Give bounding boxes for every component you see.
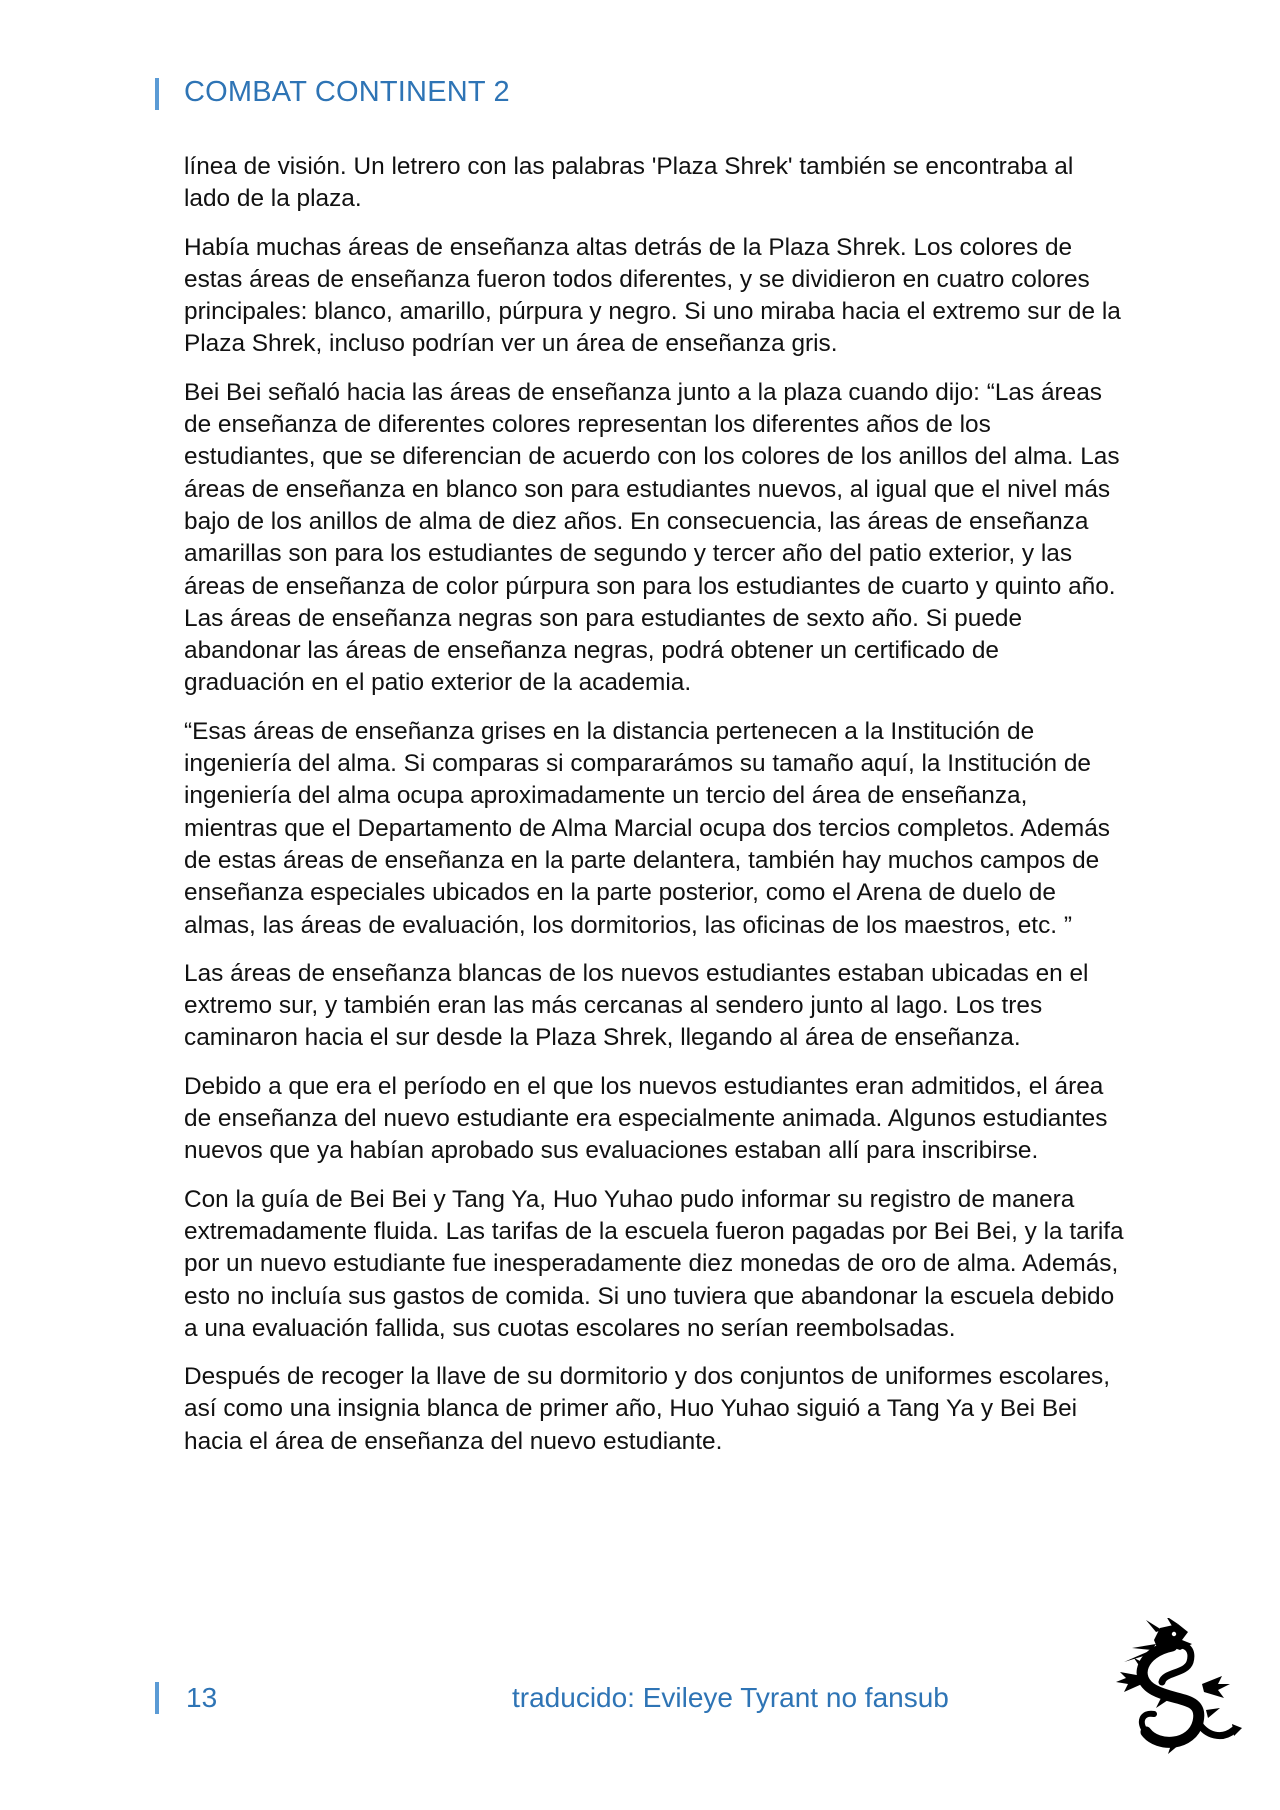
- paragraph: Con la guía de Bei Bei y Tang Ya, Huo Yuhao pudo informar su registro de manera extremadamente fluida. Las tarifas de la escuela fueron pagadas por Bei Bei, y la tarifa por un nuevo estudiante fue inesperadamente diez monedas de oro de alma. Además, esto no incluía sus gastos de comida. Si uno tuviera que abandonar la escuela debido a una evaluación fallida, sus cuotas escolares no serían reembolsadas.: [184, 1185, 1124, 1342]
- paragraph: Bei Bei señaló hacia las áreas de enseñanza junto a la plaza cuando dijo: “Las áreas de enseñanza de diferentes colores representan los diferentes años de los estudiantes, que se diferencian de acuerdo con los colores de los anillos del alma. Las áreas de enseñanza en blanco son para estudiantes nuevos, al igual que el nivel más bajo de los anillos de alma de diez años. En consecuencia, las áreas de enseñanza amarillas son para los estudiantes de segundo y tercer año del patio exterior, y las áreas de enseñanza de color púrpura son para los estudiantes de cuarto y quinto año. Las áreas de enseñanza negras son para estudiantes de sexto año. Si puede abandonar las áreas de enseñanza negras, podrá obtener un certificado de graduación en el patio exterior de la academia.: [184, 378, 1120, 697]
- paragraph: Después de recoger la llave de su dormitorio y dos conjuntos de uniformes escolares, así como una insignia blanca de primer año, Huo Yuhao siguió a Tang Ya y Bei Bei hacia el área de enseñanza del nuevo estudiante.: [184, 1363, 1110, 1455]
- header-accent-bar: [155, 78, 159, 110]
- paragraph: Había muchas áreas de enseñanza altas detrás de la Plaza Shrek. Los colores de estas áreas de enseñanza fueron todos diferentes, y se dividieron en cuatro colores principales: blanco, amarillo, púrpura y negro. Si uno miraba hacia el extremo sur de la Plaza Shrek, incluso podrían ver un área de enseñanza gris.: [184, 233, 1121, 358]
- running-header-title: COMBAT CONTINENT 2: [184, 76, 510, 108]
- paragraph: línea de visión. Un letrero con las palabras 'Plaza Shrek' también se encontraba al lado de la plaza.: [184, 153, 1074, 213]
- page-number: 13: [186, 1682, 218, 1713]
- dragon-icon: [1102, 1618, 1242, 1758]
- paragraph: Las áreas de enseñanza blancas de los nuevos estudiantes estaban ubicadas en el extremo sur, y también eran las más cercanas al sendero junto al lago. Los tres caminaron hacia el sur desde la Plaza Shrek, llegando al área de enseñanza.: [184, 959, 1089, 1052]
- translator-credit: traducido: Evileye Tyrant no fansub: [512, 1682, 949, 1713]
- paragraph: Debido a que era el período en el que los nuevos estudiantes eran admitidos, el área de enseñanza del nuevo estudiante era especialmente animada. Algunos estudiantes nuevos que ya habían aprobado sus evaluaciones estaban allí para inscribirse.: [184, 1072, 1108, 1165]
- page-body: [184, 151, 1124, 1474]
- footer-accent-bar: [155, 1682, 159, 1714]
- paragraph: “Esas áreas de enseñanza grises en la distancia pertenecen a la Institución de ingeniería del alma. Si comparas si compararámos su tamaño aquí, la Institución de ingeniería del alma ocupa aproximadamente un tercio del área de enseñanza, mientras que el Departamento de Alma Marcial ocupa dos tercios completos. Además de estas áreas de enseñanza en la parte delantera, también hay muchos campos de enseñanza especiales ubicados en la parte posterior, como el Arena de duelo de almas, las áreas de evaluación, los dormitorios, las oficinas de los maestros, etc. ”: [184, 717, 1110, 939]
